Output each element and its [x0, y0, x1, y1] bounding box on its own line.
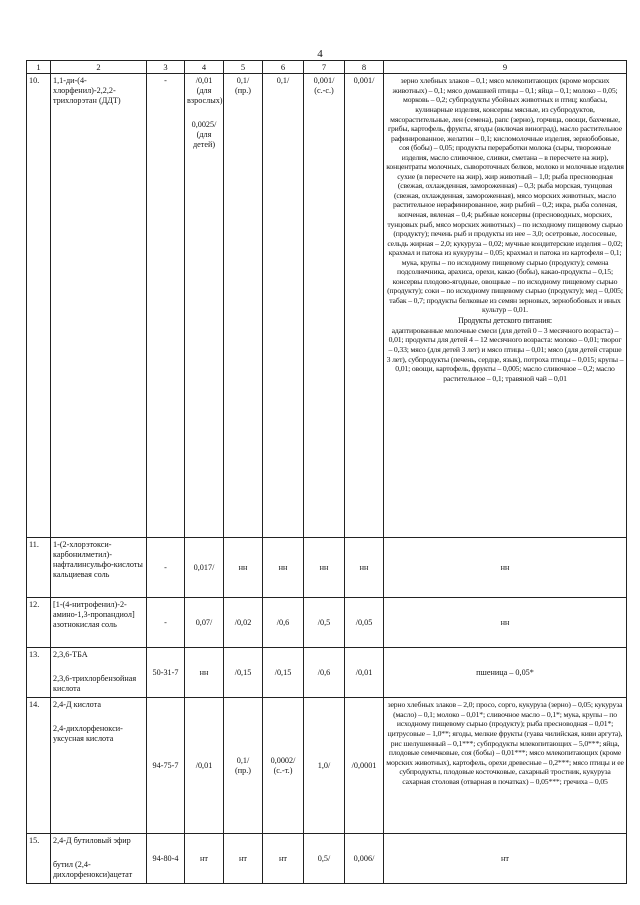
water-value-number: 0,0002/	[270, 755, 296, 765]
row-number: 15.	[27, 834, 51, 884]
water-value: нт	[263, 834, 304, 884]
substance-name: [1-(4-нитрофенил)-2-амино-1,3-пропандиол] азотнокислая соль	[51, 598, 147, 648]
substance-chemical-name: 2,3,6-трихлорбензойная кислота	[53, 674, 137, 694]
soil-value: нн	[224, 538, 263, 598]
cas-number: 94-75-7	[147, 698, 185, 834]
header-cell: 2	[51, 61, 147, 74]
adi-child-note: (для	[196, 130, 212, 140]
table-row	[27, 834, 627, 884]
atmosphere-value: 0,001/	[345, 74, 384, 538]
water-value-note: (с.-т.)	[273, 765, 293, 775]
soil-value: /0,02	[224, 598, 263, 648]
substance-name	[51, 648, 147, 698]
water-value: /0,15	[263, 648, 304, 698]
header-cell: 6	[263, 61, 304, 74]
atmosphere-value: 0,006/	[345, 834, 384, 884]
air-value: /0,6	[304, 648, 345, 698]
soil-value: /0,15	[224, 648, 263, 698]
adi-adult-note: взрослых)	[187, 96, 223, 106]
header-cell: 7	[304, 61, 345, 74]
header-cell: 5	[224, 61, 263, 74]
soil-value-number: 0,1/	[236, 76, 250, 86]
soil-value	[224, 74, 263, 538]
soil-value-number: 0,1/	[236, 755, 250, 765]
hygiene-standards-table	[26, 60, 627, 884]
substance-name	[51, 834, 147, 884]
row-number: 13.	[27, 648, 51, 698]
adi-value: 0,07/	[185, 598, 224, 648]
table-row	[27, 74, 627, 538]
adi-child-value: 0,0025/	[191, 120, 217, 130]
cas-number: 94-80-4	[147, 834, 185, 884]
substance-short-name: 2,4-Д бутиловый эфир	[53, 836, 131, 846]
food-limits: пшеница – 0,05*	[384, 648, 627, 698]
atmosphere-value: /0,05	[345, 598, 384, 648]
substance-name: 1,1-ди-(4-хлорфенил)-2,2,2-трихлорэтан (ДДТ)	[51, 74, 147, 538]
cas-number: -	[147, 74, 185, 538]
adi-value	[185, 74, 224, 538]
header-cell: 4	[185, 61, 224, 74]
row-number: 10.	[27, 74, 51, 538]
substance-name: 1-(2-хлорэтокси-карбонилметил)-нафталинсульфо-кислоты кальциевая соль	[51, 538, 147, 598]
air-value-note: (с.-с.)	[314, 86, 334, 96]
food-limits: нн	[384, 598, 627, 648]
adi-value: нт	[185, 834, 224, 884]
atmosphere-value: /0,0001	[345, 698, 384, 834]
soil-value-note: (пр.)	[235, 86, 251, 96]
atmosphere-value: нн	[345, 538, 384, 598]
table-row	[27, 698, 627, 834]
row-number: 12.	[27, 598, 51, 648]
air-value: 1,0/	[304, 698, 345, 834]
adi-value: 0,017/	[185, 538, 224, 598]
substance-short-name: 2,3,6-ТБА	[53, 650, 88, 660]
water-value: /0,6	[263, 598, 304, 648]
baby-food-title: Продукты детского питания:	[458, 316, 552, 326]
air-value: /0,5	[304, 598, 345, 648]
water-value: 0,1/	[263, 74, 304, 538]
air-value-number: 0,001/	[313, 76, 335, 86]
soil-value-note: (пр.)	[235, 765, 251, 775]
header-cell: 8	[345, 61, 384, 74]
food-limits: зерно хлебных злаков – 2,0; просо, сорго, кукуруза (зерно) – 0,05; кукуруза (масло) – 0,1; молоко – 0,01*; сливочное масло – 0,1*; мука, крупы – по исходному пищевому сырью (продукту); рыба пресноводная – 0,01*; цитрусовые – 1,0**; ягоды, мелкие фрукты (гуава чилийская, киви аргута), рис шелушенный – 0,1***; субпродукты млекопитающих – 5,0***; яйца, плодовые семечковые, соя (бобы) – 0,01***; мясо млекопитающих (кроме морских животных), картофель, орехи древесные – 0,2***; мясо птицы и ее субпродукты, плодовые косточковые, сахарный тростник, кукуруза сахарная столовая (отварная в початках) – 0,05***; гречиха – 0,05	[384, 698, 627, 834]
substance-chemical-name: 2,4-дихлорфенокси-уксусная кислота	[53, 724, 123, 744]
air-value	[304, 74, 345, 538]
soil-value: нт	[224, 834, 263, 884]
water-value: нн	[263, 538, 304, 598]
substance-name	[51, 698, 147, 834]
atmosphere-value: /0,01	[345, 648, 384, 698]
adi-adult-note: (для	[196, 86, 212, 96]
substance-short-name: 2,4-Д кислота	[53, 700, 101, 710]
cas-number: -	[147, 598, 185, 648]
table-row	[27, 598, 627, 648]
row-number: 14.	[27, 698, 51, 834]
adi-adult-value: /0,01	[195, 76, 213, 86]
adi-value: /0,01	[185, 698, 224, 834]
table-header-row	[27, 61, 627, 74]
header-cell: 3	[147, 61, 185, 74]
cas-number: -	[147, 538, 185, 598]
food-limits-text: зерно хлебных злаков – 0,1; мясо млекопитающих (кроме морских животных) – 0,1; мясо домашней птицы – 0,1; яйца – 0,1; молоко – 0,05; морковь – 0,2; субпродукты убойных животных и птиц; колбасы, кулинарные изделия, консервы мясные, из субпродуктов, мясорастительные, лен (семена), рапс (зерно), горчица, овощи, бахчевые, грибы, картофель, фрукты, ягоды (включая виноград), масло растительное рафинированное, желатин – 0,1; кисломолочные изделия, зернобобовые, соя (бобы) – 0,05; продукты переработки молока (сыры, творожные изделия, масло сливочное, сливки, сметана – в пересчете на жир), концентраты молочных, сывороточных белков, молоко и молочные изделия сухие (в пересчете на жир), жир животный – 1,0; рыба пресноводная (свежая, охлажденная, замороженная) – 0,3; рыба морская, тунцовая (свежая, охлажденная, замороженная), мясо морских животных, масло растительное нерафинированное, жир рыбий – 0,2; икра, рыба соленая, копченая, вяленая – 0,4; рыбные консервы (пресноводных, морских, тунцовых рыб, мясо морских животных) – по исходному пищевому сырью (продукту); печень рыб и продукты из нее – 3,0; осетровые, лососевые, сельдь жирная – 2,0; кукуруза – 0,02; мучные кондитерские изделия – 0,02; крахмал и патока из кукурузы – 0,05; крахмал и патока из картофеля – 0,1; мука, крупы – по исходному пищевому сырью (продукту); семена подсолнечника, арахиса, орехи, какао (бобы), какао-продукты – 0,15; консервы плодово-ягодные, овощные – по исходному пищевому сырью (продукту); соки – по исходному пищевому сырью (продукту); мед – 0,005; табак – 0,7; продукты белковые из семян зерновых, зернобобовых и иных культур – 0,01.	[386, 76, 624, 315]
row-number: 11.	[27, 538, 51, 598]
substance-chemical-name: бутил (2,4-дихлорфенокси)ацетат	[53, 860, 133, 880]
header-cell: 1	[27, 61, 51, 74]
table-row	[27, 648, 627, 698]
food-limits: нт	[384, 834, 627, 884]
adi-child-note: детей)	[192, 140, 216, 150]
air-value: 0,5/	[304, 834, 345, 884]
soil-value	[224, 698, 263, 834]
food-limits	[384, 74, 627, 538]
food-limits: нн	[384, 538, 627, 598]
air-value: нн	[304, 538, 345, 598]
water-value	[263, 698, 304, 834]
baby-food-text: адаптированные молочные смеси (для детей 0 – 3 месячного возраста) – 0,01; продукты для детей 4 – 12 месячного возраста: молоко – 0,01; творог – 0,33; мясо (для детей 3 лет) и мясо птицы – 0,01; мясо (для детей старше 3 лет), субпродукты (печень, сердце, язык), потроха птицы – 0,015; крупы – 0,01; овощи, картофель, фрукты – 0,005; масло сливочное – 0,2; масло растительное – 0,1; травяной чай – 0,01	[386, 325, 624, 383]
header-cell: 9	[384, 61, 627, 74]
cas-number: 50-31-7	[147, 648, 185, 698]
adi-value: нн	[185, 648, 224, 698]
table-row	[27, 538, 627, 598]
page-number: 4	[317, 48, 323, 60]
